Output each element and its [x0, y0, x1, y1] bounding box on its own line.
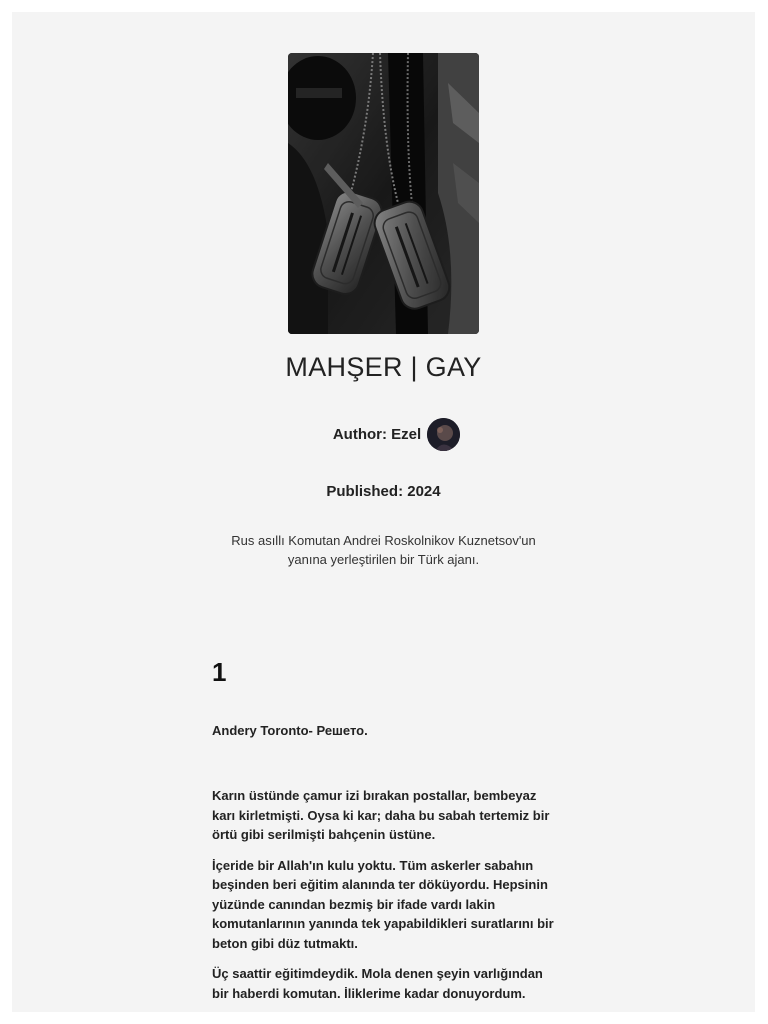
author-row [12, 418, 755, 451]
book-title: MAHŞER | GAY [285, 352, 482, 382]
author-label: Author: Ezel [332, 426, 422, 443]
document-page [12, 12, 755, 1012]
book-cover-image [288, 53, 479, 334]
author-avatar[interactable] [427, 418, 460, 451]
chapter-body [212, 786, 557, 1012]
paragraph: Karın üstünde çamur izi bırakan postallar, bembeyaz karı kirletmişti. Oysa ki kar; daha bu sabah tertemiz bir örtü gibi serilmişti bahçenin üstüne. [212, 788, 550, 842]
paragraph: Üç saattir eğitimdeydik. Mola denen şeyin varlığından bir haberdi komutan. İliklerime kadar donuyordum. [212, 966, 543, 1001]
chapter-number: 1 [212, 657, 227, 687]
published-date: Published: 2024 [326, 483, 441, 500]
book-synopsis: Rus asıllı Komutan Andrei Roskolnikov Kuznetsov'un yanına yerleştirilen bir Türk ajanı. [231, 533, 536, 567]
chapter-subtitle: Andery Toronto- Решето. [212, 723, 368, 738]
paragraph: İçeride bir Allah'ın kulu yoktu. Tüm askerler sabahın beşinden beri eğitim alanında ter döküyordu. Hepsinin yüzünde canından bezmiş bir ifade vardı lakin komutanlarının yanında tek yapabildikleri suratlarını bir beton gibi düz tutmaktı. [212, 857, 554, 951]
